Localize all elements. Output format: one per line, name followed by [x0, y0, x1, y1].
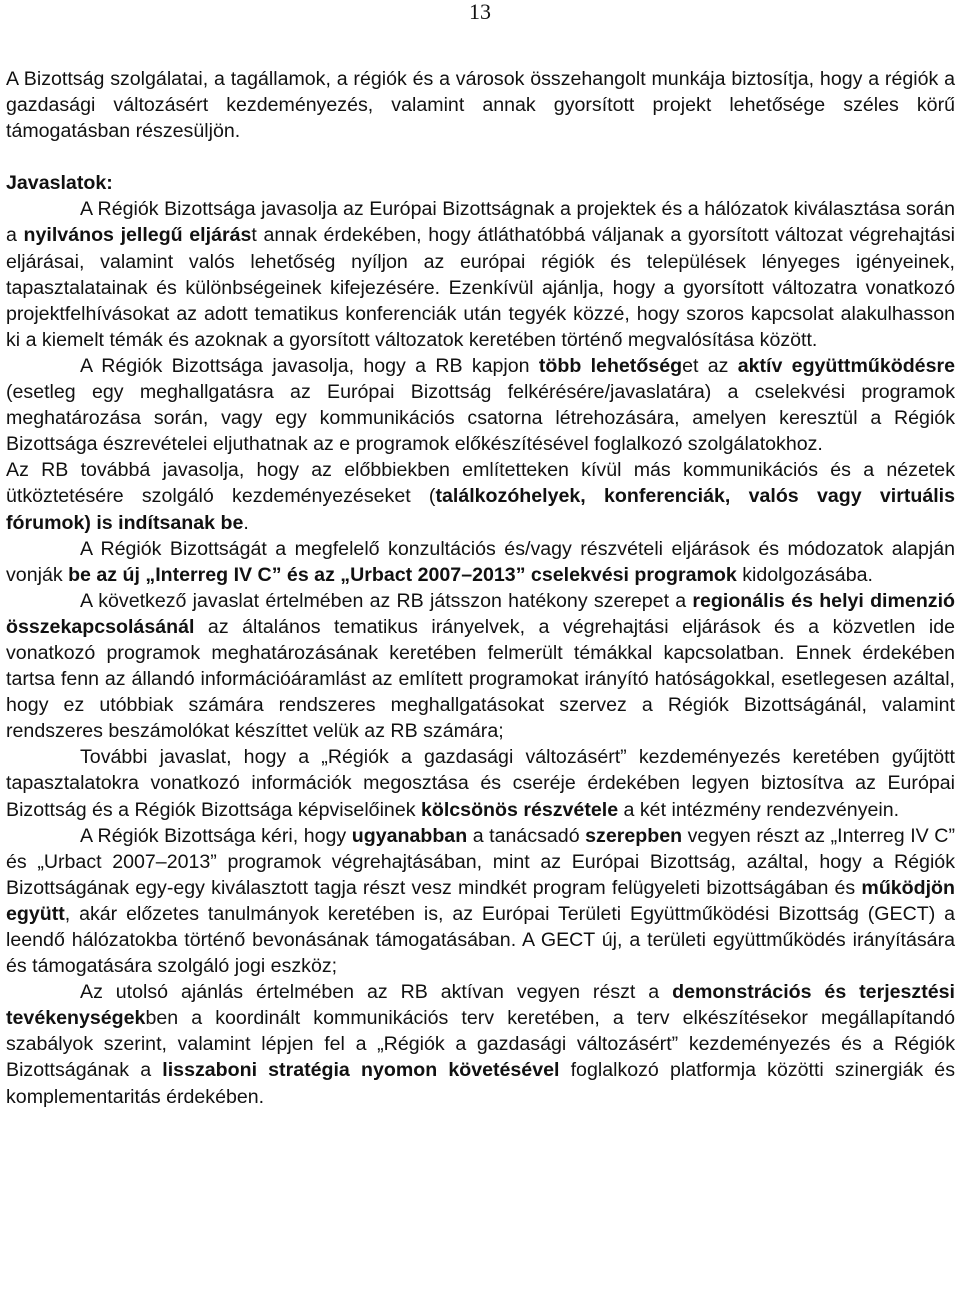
- recommendations-heading: Javaslatok:: [6, 172, 113, 195]
- bold-text: szerepben: [585, 824, 683, 847]
- recommendation-paragraph-4: [6, 536, 955, 588]
- recommendation-paragraph-1: [6, 196, 955, 353]
- bold-text: ugyanabban: [351, 824, 468, 847]
- recommendation-paragraph-7: [6, 823, 955, 980]
- text: A Régiók Bizottsága javasolja az Európai Bizottságnak a projektek és a hálózatok kiválasztása során a: [6, 198, 955, 247]
- bold-text: több lehetőség: [538, 354, 683, 377]
- bold-text: be az új „Interreg IV C” és az „Urbact 2007–2013” cselekvési programok: [68, 563, 737, 586]
- bold-text: kölcsönös részvétele: [420, 798, 619, 821]
- bold-text: találkozóhelyek, konferenciák, valós vagy virtuális fórumok) is indítsanak be: [6, 485, 956, 534]
- bold-text: működjön együtt: [6, 876, 955, 925]
- recommendation-paragraph-6: [6, 744, 955, 822]
- bold-text: nyilvános jellegű eljárás: [23, 224, 252, 247]
- page-number: 13: [469, 0, 491, 24]
- text: .: [243, 511, 249, 534]
- text: ben a koordinált kommunikációs terv keretében, a terv elkészítésekor megállapítandó szabályok szerint, valamint lépjen fel a „Régiók a gazdasági változásért” kezdeményezés és a Régiók Bizottságának a: [6, 1007, 955, 1082]
- text: A Régiók Bizottsága kéri, hogy: [80, 824, 352, 847]
- text: További javaslat, hogy a „Régiók a gazdasági változásért” kezdeményezés keretében gyűjtött tapasztalatokra vonatkozó információk megosztása és cseréje érdekében legyen biztosítva az Európai Bizottság és a Régiók Bizottsága képviselőinek: [6, 746, 955, 821]
- text: A következő javaslat értelmében az RB játsszon hatékony szerepet a: [80, 589, 693, 612]
- text: (esetleg egy meghallgatásra az Európai Bizottság felkérésére/javaslatára) a cselekvési programok meghatározása során, vagy egy kommunikációs csatorna létrehozására, amelyen keresztül a Régiók Bizottsága észrevételei eljuthatnak az e programok előkészítésével foglalkozó szolgálatokhoz.: [6, 381, 955, 456]
- recommendation-paragraph-2: [6, 353, 955, 457]
- bold-text: lisszaboni stratégia nyomon követésével: [162, 1059, 560, 1082]
- text: t annak érdekében, hogy átláthatóbbá váljanak a gyorsított változat végrehajtási eljárásai, valamint valós lehetőség nyíljon az európai régiók és települések lényeges igényeinek, tapasztalatainak és különbségeinek kifejezésére. Ezenkívül ajánlja, hogy a gyorsított változatra vonatkozó projektfelhívásokat az adott tematikus konferenciák után tegyék közzé, hogy szoros kapcsolat alakulhasson ki a kiemelt témák és azoknak a gyorsított változatok keretében történő megvalósítása között.: [6, 224, 955, 351]
- bold-text: demonstrációs és terjesztési tevékenységek: [6, 981, 955, 1030]
- text: a tanácsadó: [467, 824, 586, 847]
- recommendation-paragraph-8: [6, 979, 955, 1109]
- text: foglalkozó platformja közötti szinergiák és komplementaritás érdekében.: [6, 1059, 955, 1108]
- text: kidolgozásába.: [736, 563, 873, 586]
- text: Az RB továbbá javasolja, hogy az előbbiekben említetteken kívül más kommunikációs és a nézetek ütköztetésére szolgáló kezdeményezéseket (: [6, 459, 955, 508]
- text: a két intézmény rendezvényein.: [618, 798, 900, 821]
- text: , akár előzetes tanulmányok keretében is, az Európai Területi Együttműködési Bizottság (GECT) a leendő hálózatokba történő bevonásának támogatásában. A GECT új, a területi együttműködés irányítására és támogatására szolgáló jogi eszköz;: [6, 902, 955, 978]
- recommendation-paragraph-5: [6, 588, 955, 745]
- intro-paragraph: A Bizottság szolgálatai, a tagállamok, a régiók és a városok összehangolt munkája biztosítja, hogy a régiók a gazdasági változásért kezdeményezés, valamint annak gyorsított projekt lehetősége széles körű támogatásban részesüljön.: [6, 68, 955, 143]
- text: vegyen részt az „Interreg IV C” és „Urbact 2007–2013” programok végrehajtásában, mint az Európai Bizottság, azáltal, hogy a Régiók Bizottságának egy-egy kiválasztott tagja részt vesz mindkét program felügyeleti bizottságában és: [6, 824, 955, 899]
- recommendation-paragraph-3: [6, 457, 955, 535]
- text: et az: [682, 354, 738, 377]
- text: A Régiók Bizottságát a megfelelő konzultációs és/vagy részvételi eljárások és módozatok alapján vonják: [6, 537, 955, 586]
- bold-text: aktív együttműködésre: [737, 354, 955, 377]
- text: Az utolsó ajánlás értelmében az RB aktívan vegyen részt a: [80, 981, 673, 1004]
- bold-text: regionális és helyi dimenzió összekapcsolásánál: [6, 589, 956, 638]
- text: A Régiók Bizottsága javasolja, hogy a RB kapjon: [80, 354, 539, 377]
- text: az általános tematikus irányelvek, a végrehajtási eljárások és a közvetlen ide vonatkozó programok meghatározásának keretében felmerült témákkal kapcsolatban. Ennek érdekében tartsa fenn az állandó információáramlást az említett programokat irányító hatóságokkal, esetlegesen azáltal, hogy ez utóbbiak számára rendszeres meghallgatásokat szervez a Régiók Bizottságánál, valamint rendszeres beszámolókat készíttet velük az RB számára;: [6, 615, 955, 743]
- document-body: [6, 66, 955, 1110]
